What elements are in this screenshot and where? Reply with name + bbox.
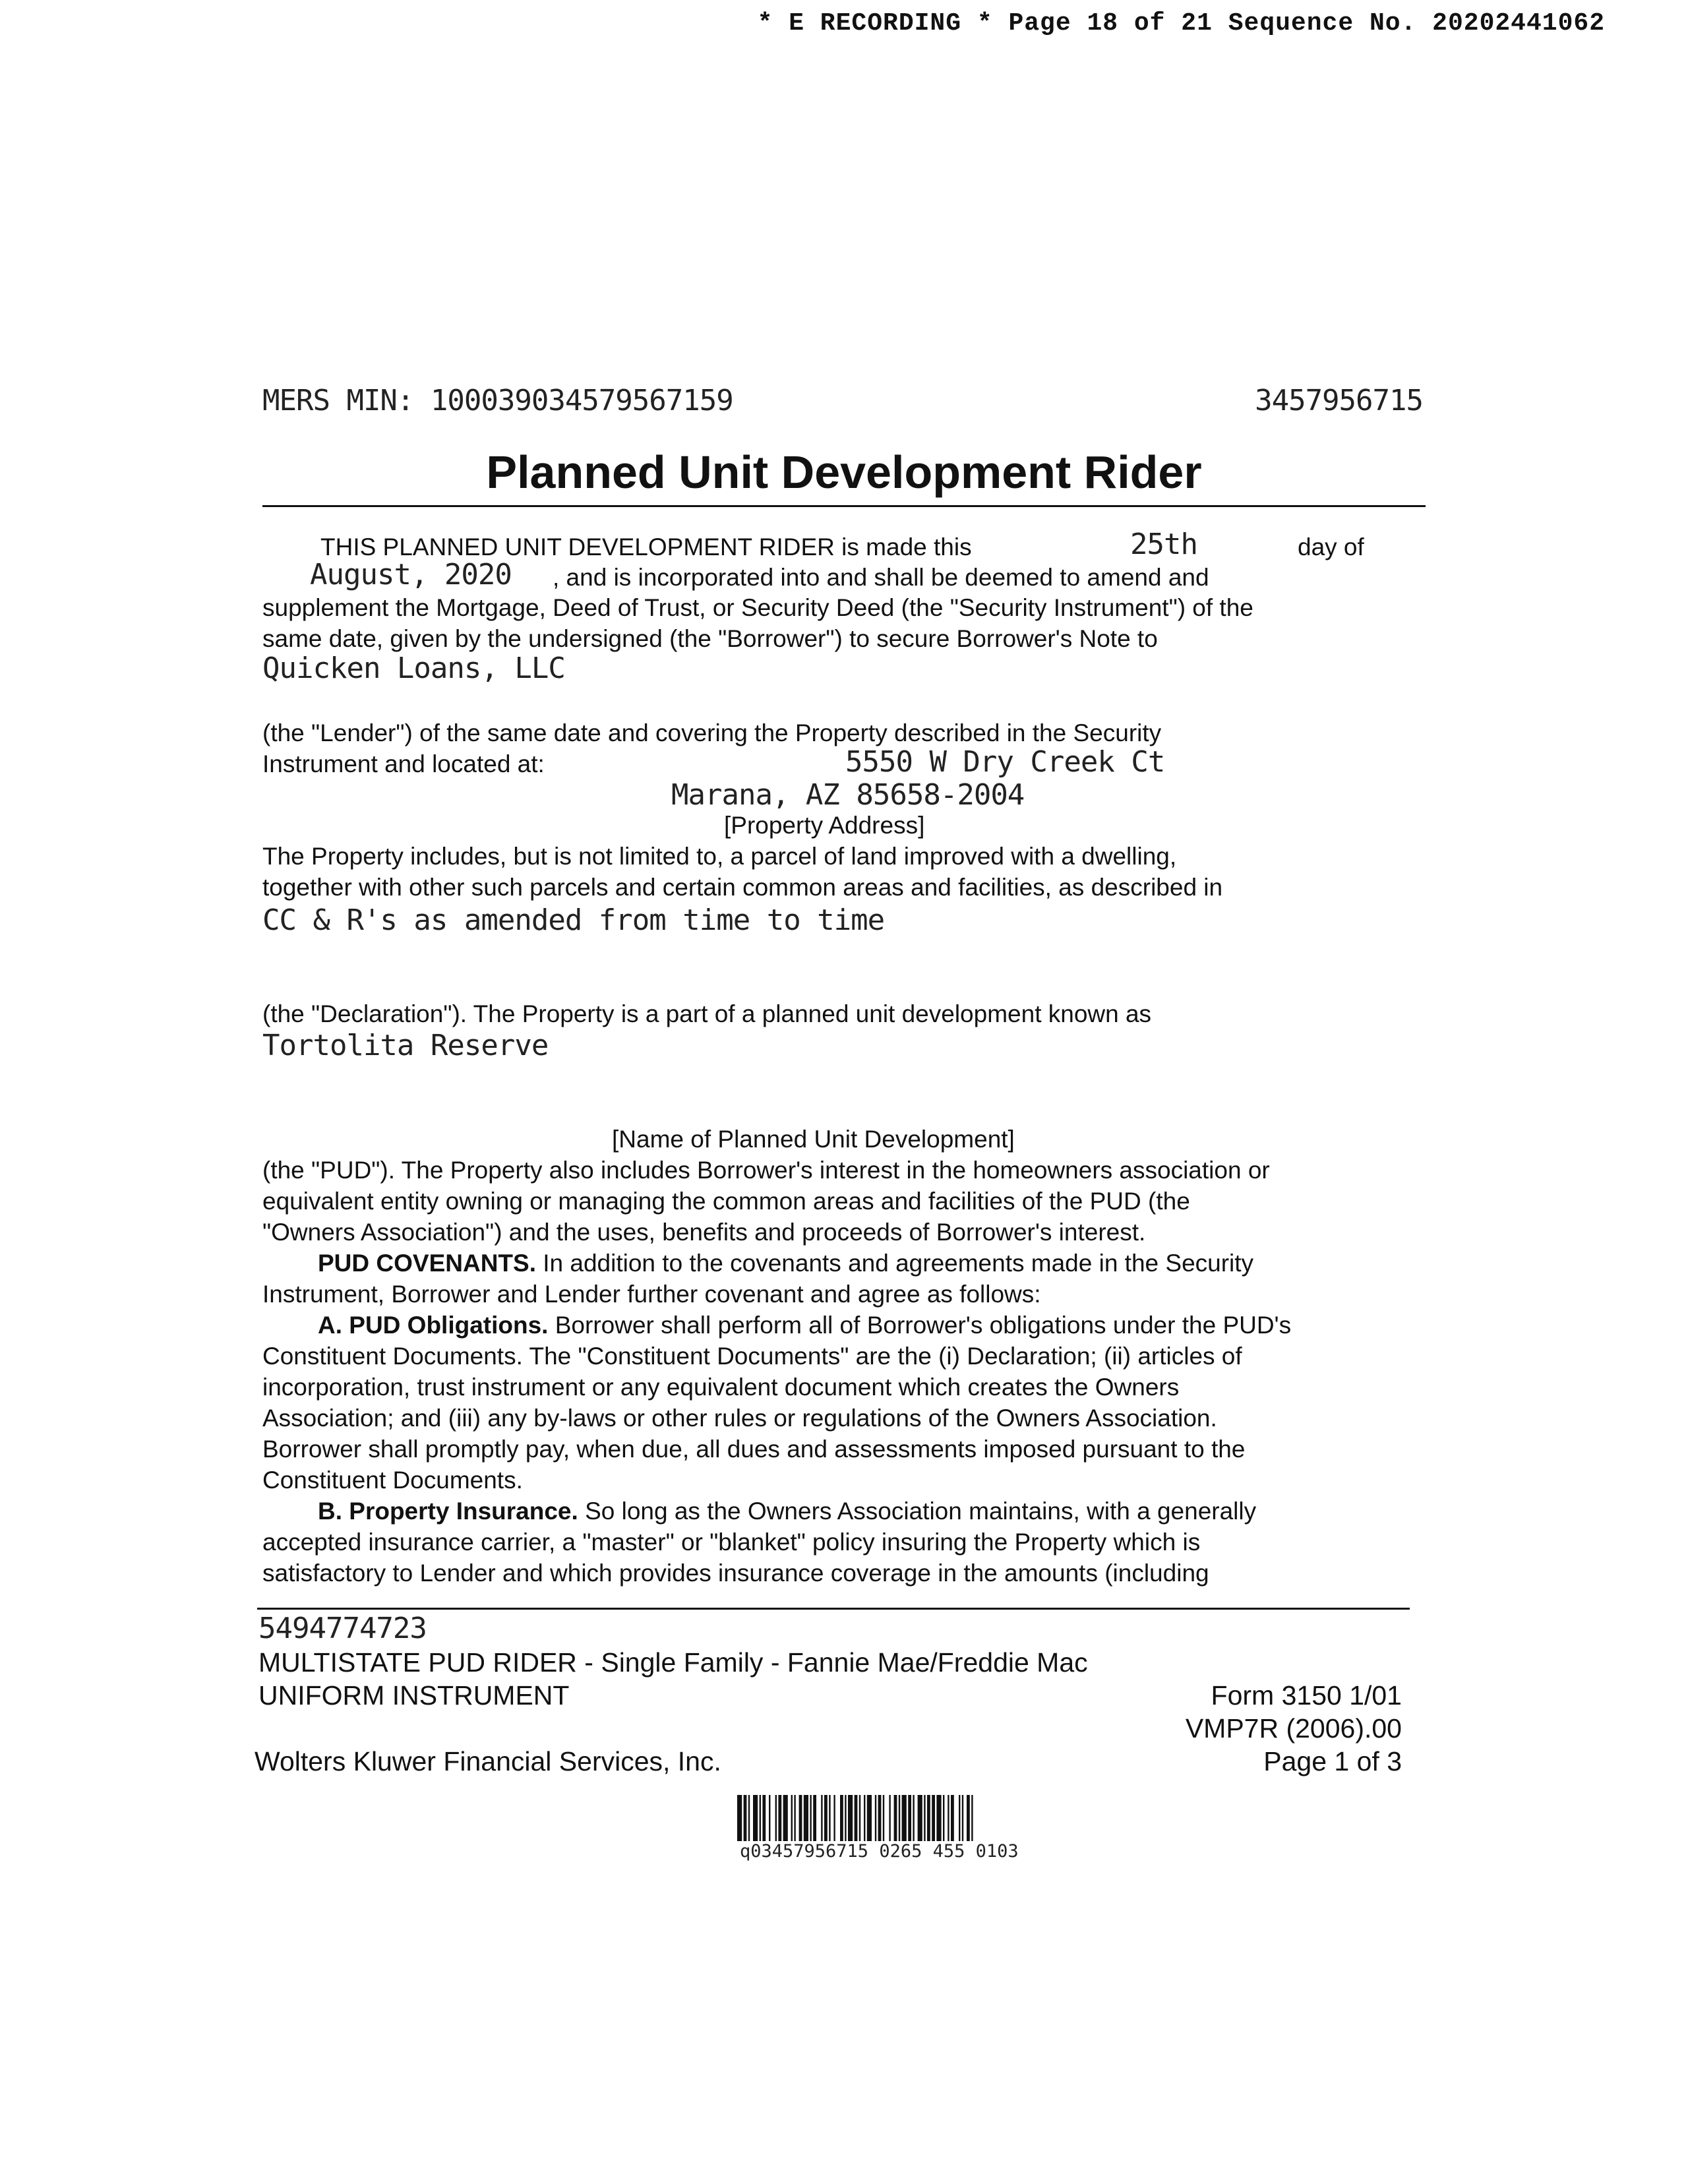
barcode-bar [927,1795,930,1841]
section-a-line: Borrower shall promptly pay, when due, all dues and assessments imposed pursuant to the [262,1436,1246,1463]
barcode-bar [867,1795,872,1841]
barcode-bar [762,1795,766,1841]
intro-line4: same date, given by the undersigned (the "Borrower") to secure Borrower's Note to [262,625,1158,652]
barcode-bar [936,1795,941,1841]
intro-line5: (the "Lender") of the same date and covering the Property described in the Security [262,719,1162,746]
barcode-bar [845,1795,846,1841]
barcode-text: q03457956715 0265 455 0103 [740,1841,1019,1862]
barcode-bar [737,1795,742,1841]
section-b-line: satisfactory to Lender and which provides insurance coverage in the amounts (including [262,1560,1209,1587]
pud-covenants-line2: Instrument, Borrower and Lender further covenant and agree as follows: [262,1281,1041,1308]
intro-line1: THIS PLANNED UNIT DEVELOPMENT RIDER is made this [320,533,972,561]
barcode-bar [918,1795,922,1841]
barcode-bar [791,1795,793,1841]
barcode-bar [744,1795,747,1841]
section-a-line: Constituent Documents. The "Constituent Documents" are the (i) Declaration; (ii) articles of [262,1343,1242,1370]
barcode-bar [894,1795,897,1841]
intro-line6: Instrument and located at: [262,750,545,777]
barcode-bar [908,1795,911,1841]
footer-form-number: Form 3150 1/01 [1211,1680,1402,1711]
section-b-line1 [318,1496,1256,1527]
rider-month-year: August, 2020 [310,558,512,592]
intro-line2: , and is incorporated into and shall be deemed to amend and [553,564,1209,591]
footer-form-line2: UNIFORM INSTRUMENT [258,1680,570,1711]
barcode-bar [878,1795,882,1841]
section-b-text: So long as the Owners Association maintains, with a generally [578,1498,1257,1525]
barcode-bar [864,1795,865,1841]
barcode-bar [924,1795,925,1841]
barcode-bar [804,1795,808,1841]
property-address-caption: [Property Address] [724,812,925,839]
loan-number: 3457956715 [1255,384,1423,417]
section-b-heading: B. Property Insurance. [318,1498,578,1525]
barcode-bar [948,1795,949,1841]
section-b-line: accepted insurance carrier, a "master" or "blanket" policy insuring the Property which is [262,1529,1201,1556]
barcode-bar [971,1795,973,1841]
pud-covenants-line1 [318,1248,1253,1279]
pud-covenants-text: In addition to the covenants and agreements made in the Security [535,1250,1254,1277]
footer-publisher: Wolters Kluwer Financial Services, Inc. [255,1746,721,1776]
barcode-bar [913,1795,914,1841]
barcode-bar [943,1795,944,1841]
footer-vmp: VMP7R (2006).00 [1185,1713,1402,1744]
section-a-line: Association; and (iii) any by-laws or other rules or regulations of the Owners Association. [262,1405,1217,1432]
section-a-line: incorporation, trust instrument or any equivalent document which creates the Owners [262,1374,1180,1401]
barcode-bar [889,1795,890,1841]
footer-form-line1: MULTISTATE PUD RIDER - Single Family - Fannie Mae/Freddie Mac [258,1647,1088,1678]
recording-header: * E RECORDING * Page 18 of 21 Sequence No. 20202441062 [757,9,1605,38]
barcode-bar [813,1795,816,1841]
rider-day: 25th [1130,528,1197,561]
barcode-bar [794,1795,795,1841]
intro-line8: together with other such parcels and certain common areas and facilities, as described in [262,874,1223,901]
intro-line9: (the "Declaration"). The Property is a part of a planned unit development known as [262,1000,1152,1027]
intro-line12: "Owners Association") and the uses, benefits and proceeds of Borrower's interest. [262,1219,1146,1246]
page-title: Planned Unit Development Rider [486,446,1202,498]
section-a-text: Borrower shall perform all of Borrower's obligations under the PUD's [548,1312,1292,1339]
barcode-bar [829,1795,830,1841]
section-a-line: Constituent Documents. [262,1467,523,1494]
barcode-bar [799,1795,802,1841]
barcode-bar [840,1795,843,1841]
footer-rule [257,1608,1410,1610]
barcode-bar [859,1795,860,1841]
barcode-bar [748,1795,750,1841]
declaration-name: CC & R's as amended from time to time [262,903,885,937]
intro-line7: The Property includes, but is not limited to, a parcel of land improved with a dwelling, [262,843,1177,870]
pud-covenants-heading: PUD COVENANTS. [318,1250,536,1277]
barcode-bar [967,1795,970,1841]
mers-min: MERS MIN: 100039034579567159 [262,384,733,417]
barcode-bar [883,1795,884,1841]
section-a-heading: A. PUD Obligations. [318,1312,549,1339]
intro-line3: supplement the Mortgage, Deed of Trust, or Security Deed (the "Security Instrument") of the [262,594,1253,621]
barcode-bar [775,1795,777,1841]
footer-doc-number: 5494774723 [258,1612,427,1645]
barcode-bar [899,1795,900,1841]
lender-name: Quicken Loans, LLC [262,652,565,685]
title-rule [262,505,1426,507]
barcode-bar [753,1795,758,1841]
pud-name: Tortolita Reserve [262,1029,549,1062]
barcode-bar [833,1795,835,1841]
pud-name-caption: [Name of Planned Unit Development] [612,1126,1015,1153]
barcode-bar [848,1795,853,1841]
barcode-bar [962,1795,963,1841]
barcode-bar [769,1795,770,1841]
barcode-bar [824,1795,828,1841]
property-address-line1: 5550 W Dry Creek Ct [845,745,1165,779]
intro-line11: equivalent entity owning or managing the common areas and facilities of the PUD (the [262,1188,1190,1215]
footer-page: Page 1 of 3 [1263,1746,1402,1776]
barcode-bar [951,1795,954,1841]
barcode-bar [778,1795,781,1841]
barcode-bar [810,1795,811,1841]
barcode-bar [783,1795,788,1841]
day-of-label: day of [1298,533,1364,561]
barcode-bar [932,1795,935,1841]
barcode-bar [821,1795,822,1841]
barcode-bar [959,1795,960,1841]
intro-line10: (the "PUD"). The Property also includes Borrower's interest in the homeowners association or [262,1157,1270,1184]
barcode-bar [855,1795,858,1841]
barcode-bar [902,1795,907,1841]
section-a-line1 [318,1310,1291,1341]
barcode-bar [875,1795,876,1841]
barcode-bar [760,1795,761,1841]
property-address-line2: Marana, AZ 85658-2004 [671,778,1025,812]
